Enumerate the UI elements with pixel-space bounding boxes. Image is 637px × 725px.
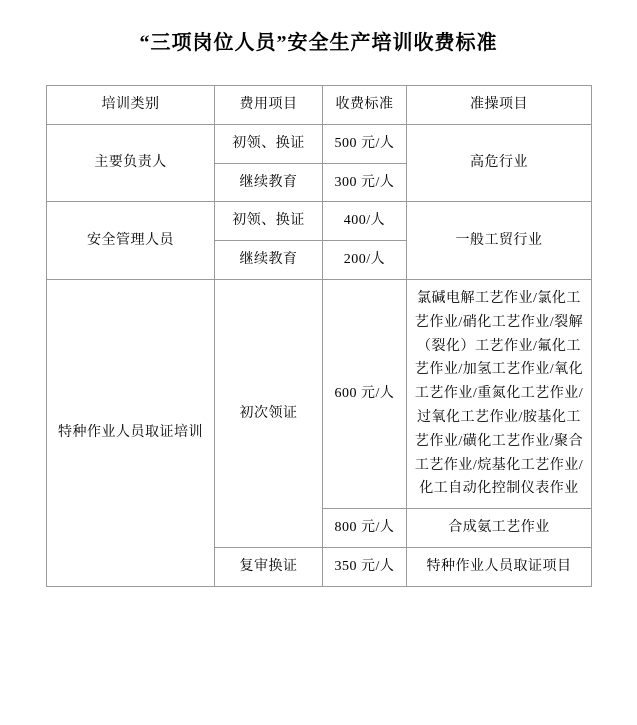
- document-page: [0, 26, 637, 725]
- cell-item-review-renewal: 复审换证: [215, 547, 323, 586]
- fee-standard-table: [46, 85, 592, 587]
- cell-item-continuing-education: 继续教育: [215, 163, 323, 202]
- table-row: [47, 279, 592, 508]
- column-header-item: 费用项目: [215, 86, 323, 125]
- cell-fee-500: 500 元/人: [323, 124, 407, 163]
- cell-scope-special-operation-items: 特种作业人员取证项目: [407, 547, 592, 586]
- table-row: [47, 124, 592, 163]
- cell-fee-200: 200/人: [323, 241, 407, 280]
- cell-item-initial-certificate: 初次领证: [215, 279, 323, 547]
- cell-fee-600: 600 元/人: [323, 279, 407, 508]
- cell-item-continuing-education-2: 继续教育: [215, 241, 323, 280]
- cell-scope-high-risk: 高危行业: [407, 124, 592, 202]
- cell-scope-general-industry: 一般工贸行业: [407, 202, 592, 280]
- cell-fee-300: 300 元/人: [323, 163, 407, 202]
- column-header-category: 培训类别: [47, 86, 215, 125]
- cell-fee-400: 400/人: [323, 202, 407, 241]
- cell-category-principal: 主要负责人: [47, 124, 215, 202]
- column-header-fee: 收费标准: [323, 86, 407, 125]
- cell-category-safety-manager: 安全管理人员: [47, 202, 215, 280]
- cell-category-special-operations: 特种作业人员取证培训: [47, 279, 215, 586]
- cell-scope-process-list: 氯碱电解工艺作业/氯化工艺作业/硝化工艺作业/裂解（裂化）工艺作业/氟化工艺作业/加氢工艺作业/氧化工艺作业/重氮化工艺作业/过氧化工艺作业/胺基化工艺作业/磺化工艺作业/聚合工艺作业/烷基化工艺作业/化工自动化控制仪表作业: [407, 279, 592, 508]
- cell-fee-800: 800 元/人: [323, 509, 407, 548]
- table-header-row: [47, 86, 592, 125]
- cell-item-first-issue-2: 初领、换证: [215, 202, 323, 241]
- fee-table-container: [0, 85, 637, 587]
- page-title: “三项岗位人员”安全生产培训收费标准: [139, 32, 498, 54]
- column-header-scope: 准操项目: [407, 86, 592, 125]
- cell-scope-ammonia: 合成氨工艺作业: [407, 509, 592, 548]
- cell-fee-350: 350 元/人: [323, 547, 407, 586]
- table-row: [47, 202, 592, 241]
- cell-item-first-issue: 初领、换证: [215, 124, 323, 163]
